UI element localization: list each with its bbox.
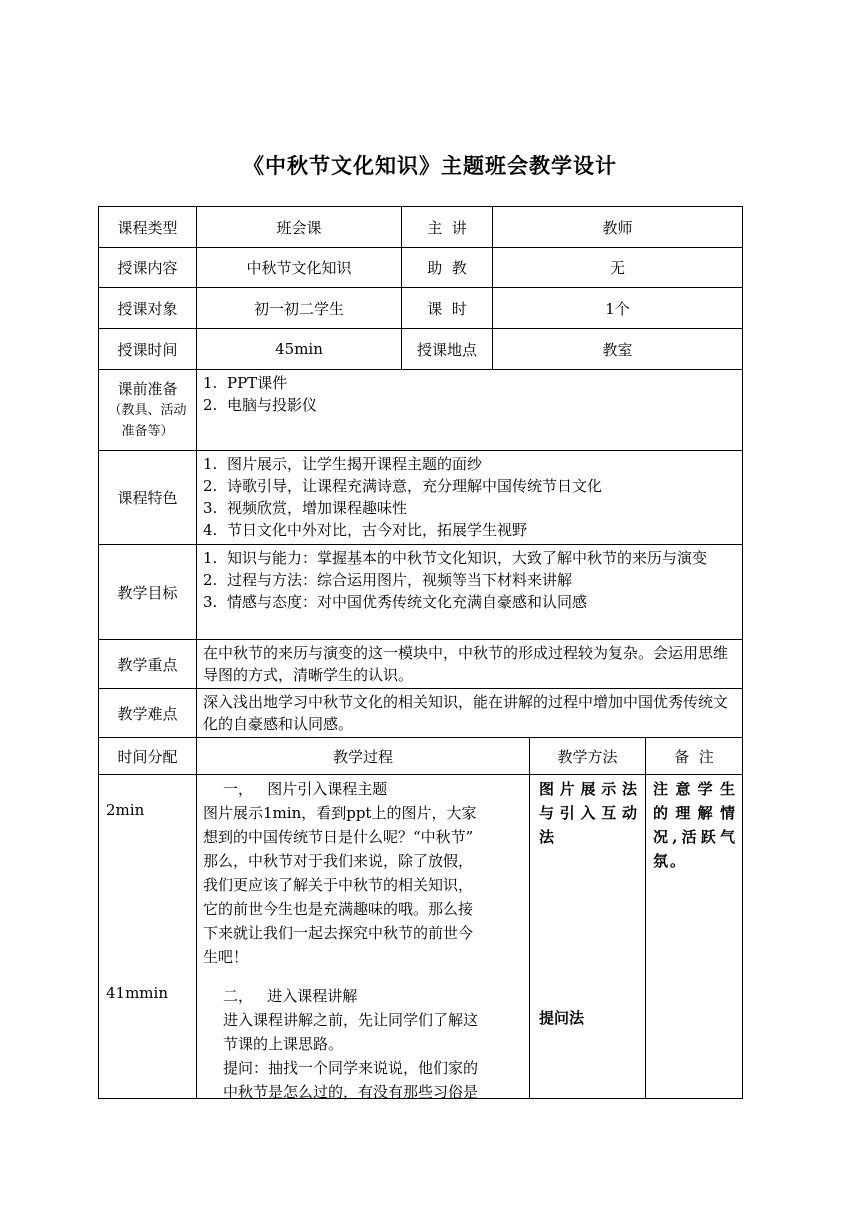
- difficulty-text: 深入浅出地学习中秋节文化的相关知识，能在讲解的过程中增加中国优秀传统文化的自豪感和认同感。: [197, 689, 743, 738]
- list-item: 4. 节日文化中外对比，古今对比，拓展学生视野: [203, 521, 528, 539]
- list-item: 3. 视频欣赏，增加课程趣味性: [203, 499, 408, 517]
- lesson-plan-table: [98, 206, 743, 1099]
- table-row: [99, 370, 743, 451]
- section2-body: 进入课程讲解之前，先让同学们了解这 节课的上课思路。 提问：抽找一个同学来说说，他们家的 中秋节是怎么过的，有没有那些习俗是: [223, 1011, 479, 1101]
- prep-cell: [99, 370, 197, 451]
- list-item: 2. 电脑与投影仪: [203, 396, 318, 414]
- note-cell: [646, 775, 743, 1099]
- lecturer-label: 主 讲: [402, 207, 493, 248]
- method-cell: [530, 775, 646, 1099]
- time-41min: 41mmin: [106, 984, 168, 1002]
- time-allocation-header: 时间分配: [99, 738, 197, 775]
- time-cell: [99, 775, 197, 1099]
- list-item: 2. 过程与方法：综合运用图片，视频等当下材料来讲解: [203, 571, 573, 589]
- hours-value: 1个: [493, 288, 743, 329]
- time-2min: 2min: [106, 801, 145, 819]
- method-2: 提问法: [539, 1009, 585, 1027]
- features-label: 课程特色: [99, 451, 197, 545]
- place-label: 授课地点: [402, 329, 493, 370]
- table-row: [99, 248, 743, 288]
- assistant-value: 无: [493, 248, 743, 288]
- process-header-row: [99, 738, 743, 775]
- section1-body: 图片展示1min，看到ppt上的图片，大家 想到的中国传统节日是什么呢？“中秋节” 那么，中秋节对于我们来说，除了放假， 我们更应该了解关于中秋节的相关知识， 它的前世今生也是充满趣味的哦。那么接 下来就让我们一起去探究中秋节的前世今 生吧！: [203, 804, 477, 966]
- course-type-value: 班会课: [197, 207, 402, 248]
- note-1: 注意学生的理解情况,活跃气氛。: [653, 780, 737, 870]
- audience-value: 初一初二学生: [197, 288, 402, 329]
- table-row: [99, 689, 743, 738]
- time-value: 45min: [197, 329, 402, 370]
- list-item: 1. 知识与能力：掌握基本的中秋节文化知识，大致了解中秋节的来历与演变: [203, 549, 708, 567]
- time-label: 授课时间: [99, 329, 197, 370]
- difficulty-label: 教学难点: [99, 689, 197, 738]
- process-header: 教学过程: [197, 738, 530, 775]
- key-point-label: 教学重点: [99, 640, 197, 689]
- list-item: 3. 情感与态度：对中国优秀传统文化充满自豪感和认同感: [203, 593, 588, 611]
- goals-list: [197, 545, 743, 640]
- table-row: [99, 329, 743, 370]
- table-row: [99, 288, 743, 329]
- table-row: [99, 545, 743, 640]
- list-item: 1. 图片展示，让学生揭开课程主题的面纱: [203, 455, 483, 473]
- hours-label: 课 时: [402, 288, 493, 329]
- prep-list: [197, 370, 743, 451]
- prep-label: 课前准备: [117, 380, 178, 398]
- note-header: 备 注: [646, 738, 743, 775]
- table-row: [99, 207, 743, 248]
- audience-label: 授课对象: [99, 288, 197, 329]
- list-item: 1. PPT课件: [203, 374, 288, 392]
- assistant-label: 助 教: [402, 248, 493, 288]
- course-type-label: 课程类型: [99, 207, 197, 248]
- process-body-row: [99, 775, 743, 1099]
- method-header: 教学方法: [530, 738, 646, 775]
- content-value: 中秋节文化知识: [197, 248, 402, 288]
- lecturer-value: 教师: [493, 207, 743, 248]
- table-row: [99, 640, 743, 689]
- place-value: 教室: [493, 329, 743, 370]
- prep-sublabel: （教具、活动准备等）: [108, 403, 187, 439]
- page-title: 《中秋节文化知识》主题班会教学设计: [243, 153, 617, 178]
- key-point-text: 在中秋节的来历与演变的这一模块中，中秋节的形成过程较为复杂。会运用思维导图的方式，清晰学生的认识。: [197, 640, 743, 689]
- process-cell: [197, 775, 530, 1099]
- content-label: 授课内容: [99, 248, 197, 288]
- method-1: 图片展示法与引入互动法: [539, 780, 639, 846]
- list-item: 2. 诗歌引导，让课程充满诗意，充分理解中国传统节日文化: [203, 477, 603, 495]
- goals-label: 教学目标: [99, 545, 197, 640]
- section1-title: 一， 图片引入课程主题: [223, 780, 388, 798]
- features-list: [197, 451, 743, 545]
- section2-title: 二， 进入课程讲解: [223, 987, 358, 1005]
- table-row: [99, 451, 743, 545]
